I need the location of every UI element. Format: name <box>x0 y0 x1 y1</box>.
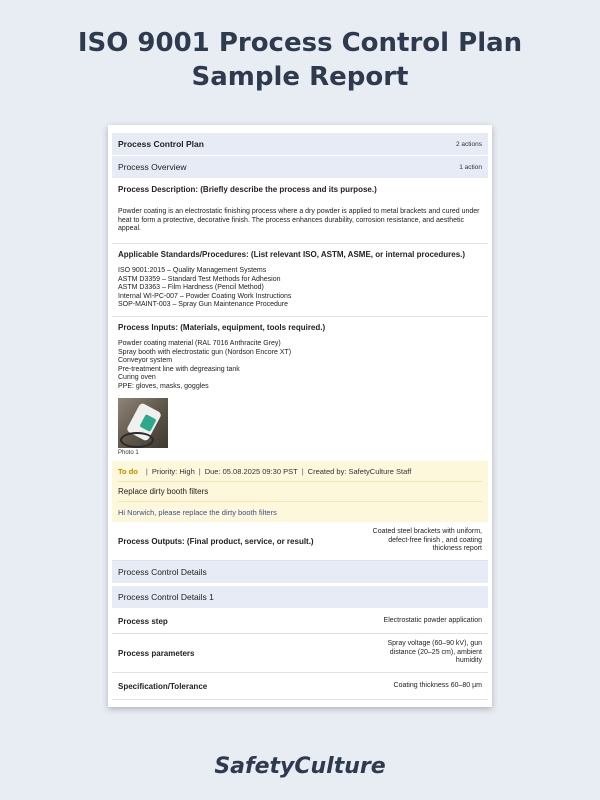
field-row-process-parameters <box>112 634 488 673</box>
status-badge: To do <box>118 466 138 476</box>
list-item: ASTM D3359 – Standard Test Methods for Adhesion <box>118 275 281 283</box>
field-row-process-step <box>112 609 488 634</box>
list-item: SOP-MAINT-003 – Spray Gun Maintenance Procedure <box>118 301 289 309</box>
section-title: Process Control Details 1 <box>118 592 214 602</box>
list-item: ASTM D3363 – Film Hardness (Pencil Method) <box>118 284 264 292</box>
section-header-process-control-details-1[interactable] <box>112 586 488 609</box>
inputs-list <box>118 340 482 392</box>
field-label: Process parameters <box>118 648 195 658</box>
spray-gun-photo[interactable] <box>118 398 168 448</box>
question-heading: Applicable Standards/Procedures: (List relevant ISO, ASTM, ASME, or internal procedures.) <box>118 250 466 259</box>
field-row-specification-tolerance <box>112 673 488 700</box>
page-title-line-2: Sample Report <box>191 62 409 92</box>
standards-list <box>118 267 482 310</box>
answer-text: Powder coating is an electrostatic finishing process where a dry powder is applied to metal brackets and cured under heat to form a protective, decorative finish. The process enhances durability, corrosion resistance, and aesthetic appeal. <box>118 208 480 233</box>
list-item: Conveyor system <box>118 357 173 365</box>
question-heading: Process Inputs: (Materials, equipment, tools required.) <box>118 323 326 332</box>
field-value: Coating thickness 60–80 µm <box>393 681 482 689</box>
list-item: PPE: gloves, masks, goggles <box>118 382 209 390</box>
action-priority: Priority: High <box>151 466 195 476</box>
section-header-process-control-plan[interactable] <box>112 133 488 156</box>
actions-count: 2 actions <box>455 140 482 148</box>
field-value: Spray voltage (60–90 kV), gun distance (20–25 cm), ambient humidity <box>387 640 482 665</box>
action-title: Replace dirty booth filters <box>118 482 482 502</box>
action-item[interactable] <box>112 461 488 522</box>
action-meta: To do | Priority: High | Due: 05.08.2025 09:30 PST | Created by: SafetyCulture Staff <box>118 461 482 482</box>
action-due: Due: 05.08.2025 09:30 PST <box>204 466 298 476</box>
list-item: ISO 9001:2015 – Quality Management Systems <box>118 267 267 274</box>
section-title: Process Control Details <box>118 567 207 577</box>
list-item: Spray booth with electrostatic gun (Nordson Encore XT) <box>118 348 292 356</box>
page-title <box>0 26 600 94</box>
logo-text-culture: Culture <box>294 754 386 779</box>
safetyculture-logo <box>0 754 600 779</box>
list-item: Powder coating material (RAL 7016 Anthracite Grey) <box>118 340 281 347</box>
list-item: Internal WI-PC-007 – Powder Coating Work Instructions <box>118 292 292 300</box>
process-description-section <box>112 179 488 244</box>
photo-caption: Photo 1 <box>118 449 139 456</box>
list-item: Curing oven <box>118 374 156 382</box>
section-title: Process Control Plan <box>118 139 204 149</box>
applicable-standards-section <box>112 244 488 317</box>
process-inputs-section <box>112 317 488 461</box>
page-title-line-1: ISO 9001 Process Control Plan <box>77 28 523 58</box>
field-value: Electrostatic powder application <box>383 616 482 624</box>
report-card <box>108 125 492 707</box>
process-outputs-row <box>112 522 488 561</box>
section-header-process-control-details[interactable] <box>112 561 488 584</box>
action-created-by: Created by: SafetyCulture Staff <box>307 466 412 476</box>
list-item: Pre-treatment line with degreasing tank <box>118 365 240 373</box>
section-title: Process Overview <box>118 162 187 172</box>
field-label: Specification/Tolerance <box>118 681 208 691</box>
section-header-process-overview[interactable] <box>112 156 488 179</box>
question-heading: Process Description: (Briefly describe the process and its purpose.) <box>118 185 377 194</box>
field-label: Process step <box>118 616 168 626</box>
action-message: Hi Norwich, please replace the dirty booth filters <box>118 507 277 517</box>
actions-count: 1 action <box>459 163 482 171</box>
logo-text-safety: Safety <box>214 754 295 779</box>
field-value: Coated steel brackets with uniform, defect-free finish , and coating thickness report <box>372 528 482 553</box>
field-label: Process Outputs: (Final product, service, or result.) <box>118 536 314 546</box>
